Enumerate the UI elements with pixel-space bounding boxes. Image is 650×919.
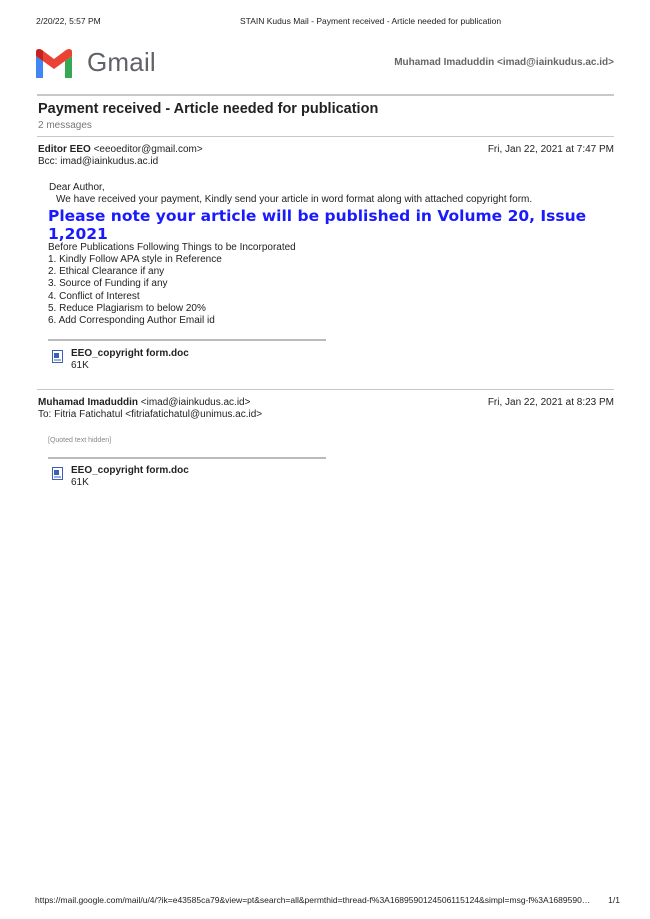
attachment-size: 61K xyxy=(71,477,89,488)
print-datetime: 2/20/22, 5:57 PM xyxy=(36,16,101,26)
message-2-to: To: Fitria Fatichatul <fitriafatichatul@unimus.ac.id> xyxy=(38,409,263,420)
attachment-name[interactable]: EEO_copyright form.doc xyxy=(71,465,189,476)
attachment-size: 61K xyxy=(71,360,89,371)
greeting: Dear Author, xyxy=(49,182,105,193)
attachment-name[interactable]: EEO_copyright form.doc xyxy=(71,348,189,359)
quoted-text-hidden[interactable]: [Quoted text hidden] xyxy=(48,437,112,444)
attachment-divider xyxy=(48,457,326,459)
gmail-wordmark: Gmail xyxy=(87,47,156,77)
body-intro: We have received your payment, Kindly send your article in word format along with attached copyright form. xyxy=(56,194,533,205)
list-item: 5. Reduce Plagiarism to below 20% xyxy=(48,303,206,314)
document-icon xyxy=(52,350,63,363)
print-page-number: 1/1 xyxy=(608,895,620,905)
message-2-date: Fri, Jan 22, 2021 at 8:23 PM xyxy=(487,397,614,408)
message-count: 2 messages xyxy=(38,120,92,131)
print-page-title: STAIN Kudus Mail - Payment received - Article needed for publication xyxy=(240,16,502,26)
list-heading: Before Publications Following Things to be Incorporated xyxy=(48,242,296,253)
sender-email: <imad@iainkudus.ac.id> xyxy=(140,397,251,408)
list-item: 4. Conflict of Interest xyxy=(48,291,140,302)
message-divider xyxy=(37,389,614,390)
message-2-sender xyxy=(38,397,250,408)
account-label: Muhamad Imaduddin <imad@iainkudus.ac.id> xyxy=(394,57,614,68)
thread-subject: Payment received - Article needed for publication xyxy=(38,101,379,117)
publication-notice-line-2: 1,2021 xyxy=(48,225,108,243)
list-item: 3. Source of Funding if any xyxy=(48,278,168,289)
message-1-date: Fri, Jan 22, 2021 at 7:47 PM xyxy=(487,144,614,155)
sender-name: Editor EEO xyxy=(38,144,91,155)
message-1-sender xyxy=(38,144,203,155)
print-url: https://mail.google.com/mail/u/4/?ik=e43585ca79&view=pt&search=all&permthid=thread-f%3A1689590124506115124&simpl=msg-f%3A1689590… xyxy=(35,895,591,905)
header-divider xyxy=(37,94,614,96)
message-1-bcc: Bcc: imad@iainkudus.ac.id xyxy=(38,156,159,167)
gmail-logo-icon xyxy=(34,48,74,80)
list-item: 2. Ethical Clearance if any xyxy=(48,266,165,277)
sender-email: <eeoeditor@gmail.com> xyxy=(93,144,203,155)
list-item: 1. Kindly Follow APA style in Reference xyxy=(48,254,222,265)
gmail-logo[interactable] xyxy=(34,44,164,84)
subject-divider xyxy=(37,136,614,137)
list-item: 6. Add Corresponding Author Email id xyxy=(48,315,215,326)
sender-name: Muhamad Imaduddin xyxy=(38,397,138,408)
document-icon xyxy=(52,467,63,480)
publication-notice-line-1: Please note your article will be published in Volume 20, Issue xyxy=(48,207,587,225)
attachment-divider xyxy=(48,339,326,341)
